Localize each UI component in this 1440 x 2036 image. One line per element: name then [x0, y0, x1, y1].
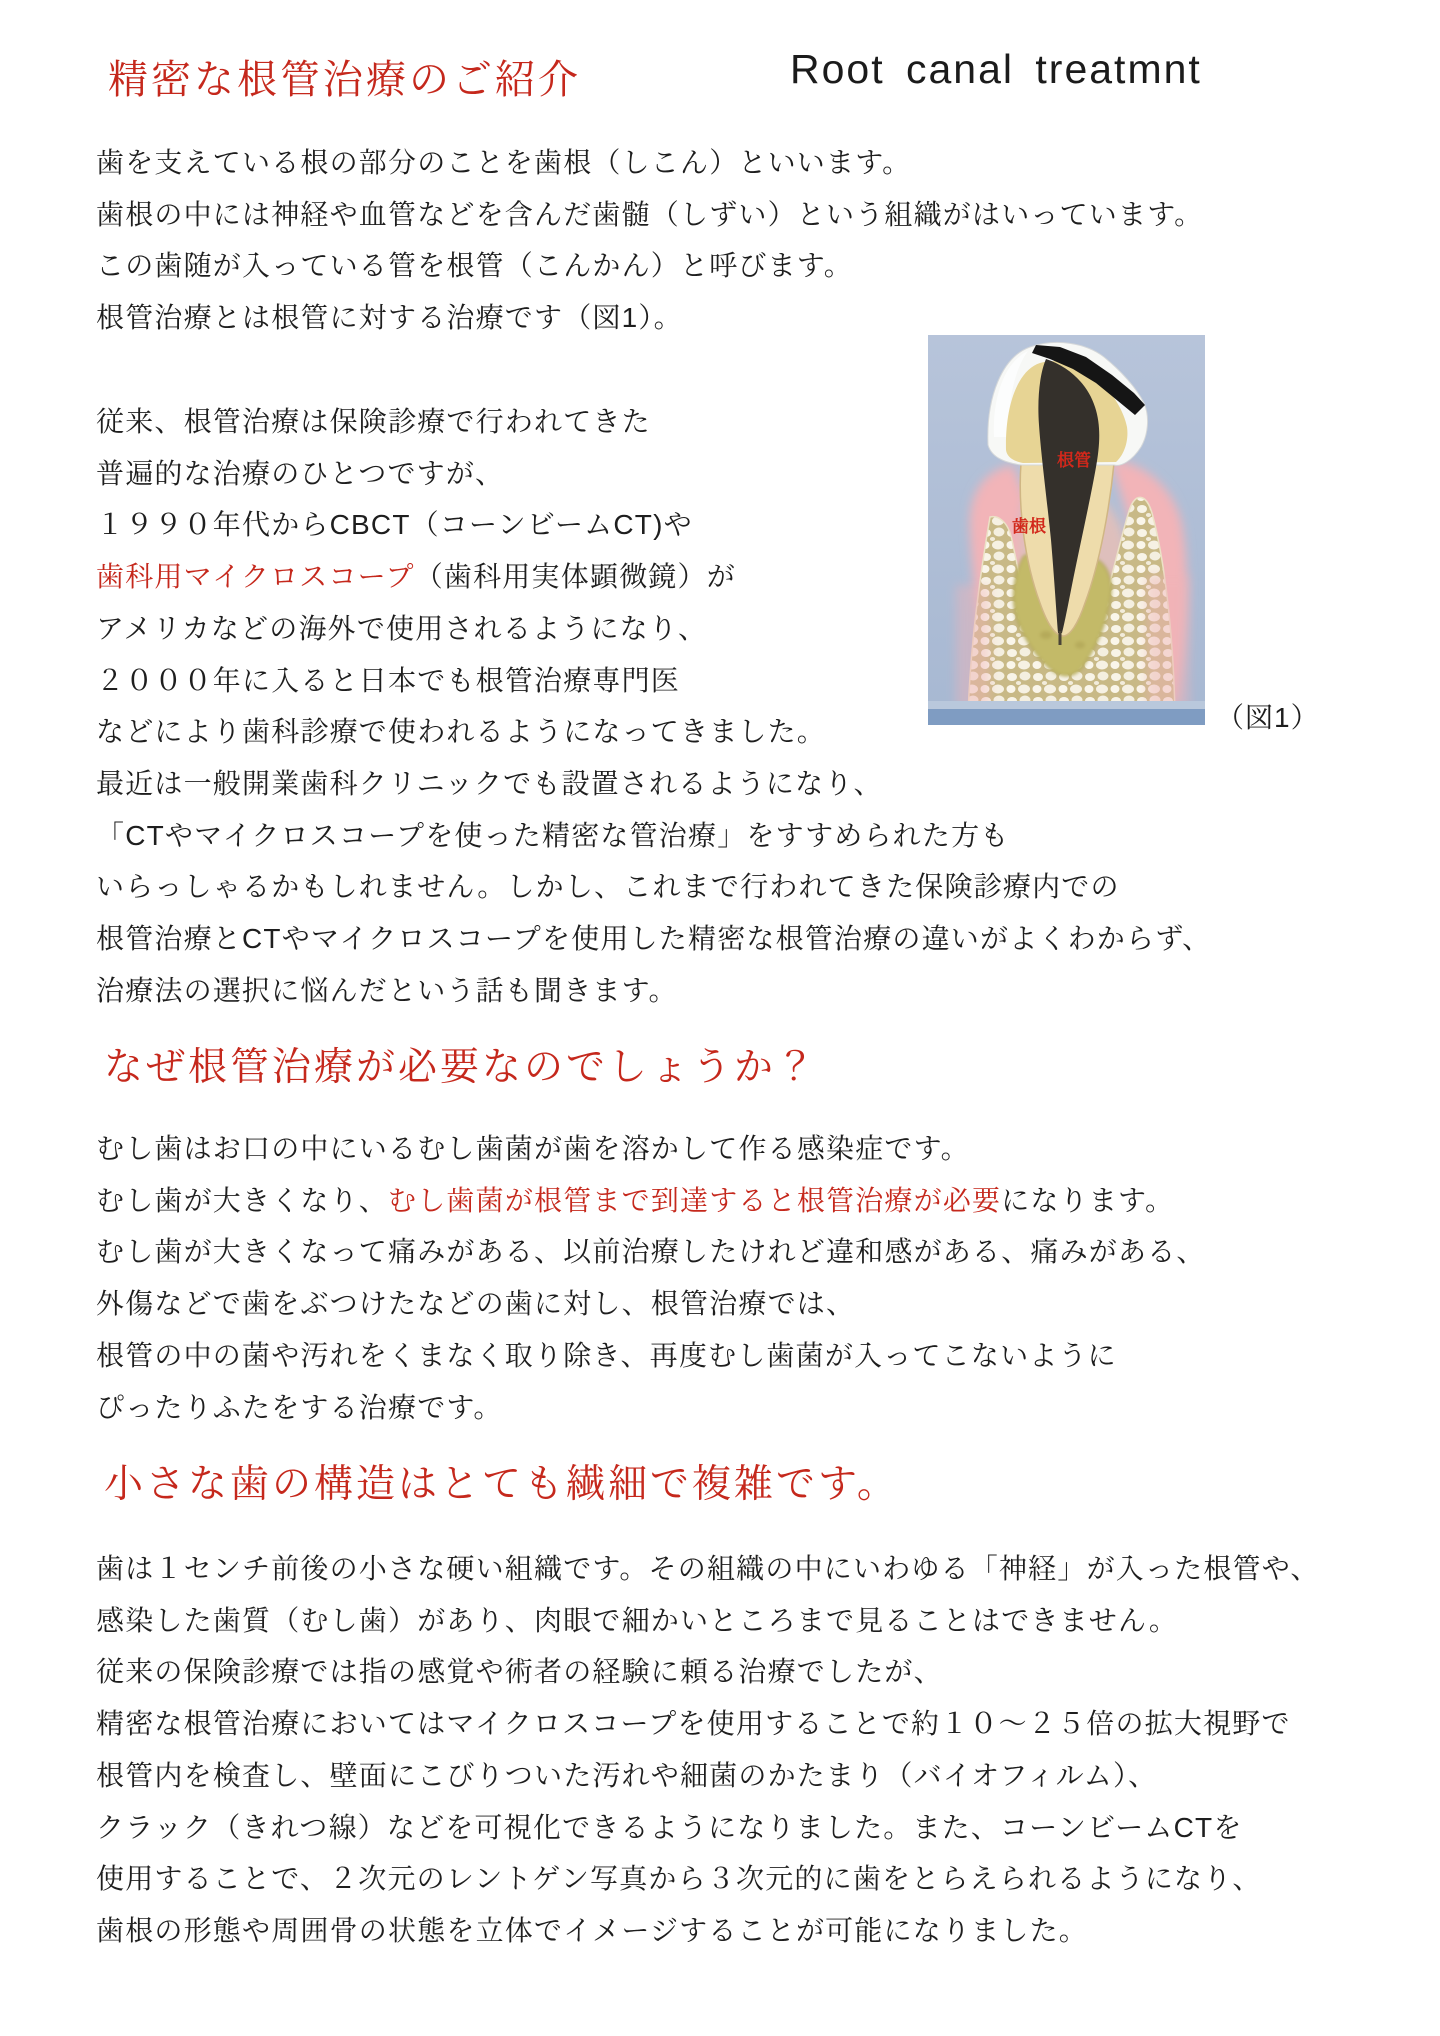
text-segment: １９９０年代からCBCT（コーンビームCT)や	[96, 509, 693, 541]
text-segment: 普遍的な治療のひとつですが、	[96, 457, 505, 489]
text-line	[96, 1802, 1320, 1854]
text-segment: 感染した歯質（むし歯）があり、肉眼で細かいところまで見ることはできません。	[96, 1604, 1179, 1636]
text-segment: 「CTやマイクロスコープを使った精密な管治療」をすすめられた方も	[96, 819, 1010, 851]
text-segment: 根管治療とは根管に対する治療です（図1）。	[96, 302, 683, 334]
text-line	[96, 1226, 1206, 1278]
text-line	[96, 913, 1211, 965]
section-heading-why: なぜ根管治療が必要なのでしょうか？	[104, 1046, 819, 1089]
canal-label: 根管	[1057, 451, 1091, 470]
text-line	[96, 240, 1203, 292]
text-segment: 根管治療とCTやマイクロスコープを使用した精密な根管治療の違いがよくわからず、	[96, 923, 1212, 955]
intro-paragraph	[96, 137, 1203, 344]
text-line	[96, 1595, 1320, 1647]
text-segment: ２０００年に入ると日本でも根管治療専門医	[96, 664, 681, 696]
why-paragraph	[96, 1123, 1206, 1433]
page-title-english: Root canal treatmnt	[790, 46, 1202, 92]
water-band-dark	[928, 709, 1205, 725]
text-segment: 歯根の形態や周囲骨の状態を立体でイメージすることが可能になりました。	[96, 1914, 1088, 1946]
text-segment: ぴったりふたをする治療です。	[96, 1391, 503, 1423]
text-segment: むし歯が大きくなって痛みがある、以前治療したけれど違和感がある、痛みがある、	[96, 1236, 1206, 1268]
text-line	[96, 810, 1211, 862]
red-text-segment: むし歯菌が根管まで到達すると根管治療が必要	[388, 1184, 1002, 1216]
text-segment: 治療法の選択に悩んだという話も聞きます。	[96, 974, 678, 1006]
figure-caption: （図1）	[1216, 702, 1320, 733]
section-heading-structure: 小さな歯の構造はとても繊細で複雑です。	[104, 1463, 899, 1506]
text-line	[96, 1175, 1206, 1227]
figure-tooth-diagram	[928, 335, 1205, 725]
text-line	[96, 758, 1211, 810]
water-band-light	[928, 701, 1205, 710]
text-line	[96, 1278, 1206, 1330]
text-segment: 根管内を検査し、壁面にこびりついた汚れや細菌のかたまり（バイオフィルム）、	[96, 1759, 1158, 1791]
tooth-cross-section-illustration	[928, 335, 1205, 725]
text-segment: 従来、根管治療は保険診療で行われてきた	[96, 406, 651, 437]
text-segment: 従来の保険診療では指の感覚や術者の経験に頼る治療でしたが、	[96, 1656, 943, 1688]
text-line	[96, 861, 1211, 913]
text-line	[96, 1330, 1206, 1382]
text-segment: になります。	[1001, 1184, 1175, 1216]
text-line	[96, 189, 1203, 241]
text-line	[96, 1853, 1320, 1905]
text-segment: 歯は１センチ前後の小さな硬い組織です。その組織の中にいわゆる「神経」が入った根管や、	[96, 1553, 1320, 1584]
text-segment: 使用することで、２次元のレントゲン写真から３次元的に歯をとらえられるようになり、	[96, 1863, 1262, 1895]
structure-paragraph	[96, 1543, 1320, 1957]
text-segment: （歯科用実体顕微鏡）が	[414, 561, 736, 593]
red-text-segment: 歯科用マイクロスコープ	[96, 561, 415, 593]
page-title-japanese: 精密な根管治療のご紹介	[108, 58, 581, 102]
root-label: 歯根	[1012, 517, 1046, 536]
text-segment: 根管の中の菌や汚れをくまなく取り除き、再度むし歯菌が入ってこないように	[96, 1339, 1117, 1371]
text-segment: アメリカなどの海外で使用されるようになり、	[96, 612, 708, 644]
text-segment: いらっしゃるかもしれません。しかし、これまで行われてきた保険診療内での	[96, 871, 1120, 903]
text-line	[96, 1905, 1320, 1957]
text-line	[96, 137, 1203, 189]
text-line	[96, 1646, 1320, 1698]
text-line	[96, 1123, 1206, 1175]
text-segment: クラック（きれつ線）などを可視化できるようになりました。また、コーンビームCTを	[96, 1811, 1243, 1843]
text-segment: などにより歯科診療で使われるようになってきました。	[96, 716, 827, 748]
text-segment: 歯根の中には神経や血管などを含んだ歯髄（しずい）という組織がはいっています。	[96, 198, 1204, 230]
text-segment: 歯を支えている根の部分のことを歯根（しこん）といいます。	[96, 147, 912, 178]
text-segment: むし歯はお口の中にいるむし歯菌が歯を溶かして作る感染症です。	[96, 1133, 970, 1164]
text-line	[96, 1382, 1206, 1434]
text-segment: この歯随が入っている管を根管（こんかん）と呼びます。	[96, 250, 853, 282]
text-line	[96, 1750, 1320, 1802]
text-segment: 最近は一般開業歯科クリニックでも設置されるようになり、	[96, 767, 883, 799]
text-line	[96, 965, 1211, 1017]
text-line	[96, 1698, 1320, 1750]
text-line	[96, 1543, 1320, 1595]
text-segment: 外傷などで歯をぶつけたなどの歯に対し、根管治療では、	[96, 1288, 856, 1320]
text-segment: 精密な根管治療においてはマイクロスコープを使用することで約１０～２５倍の拡大視野で	[96, 1708, 1291, 1740]
text-segment: むし歯が大きくなり、	[96, 1184, 389, 1216]
